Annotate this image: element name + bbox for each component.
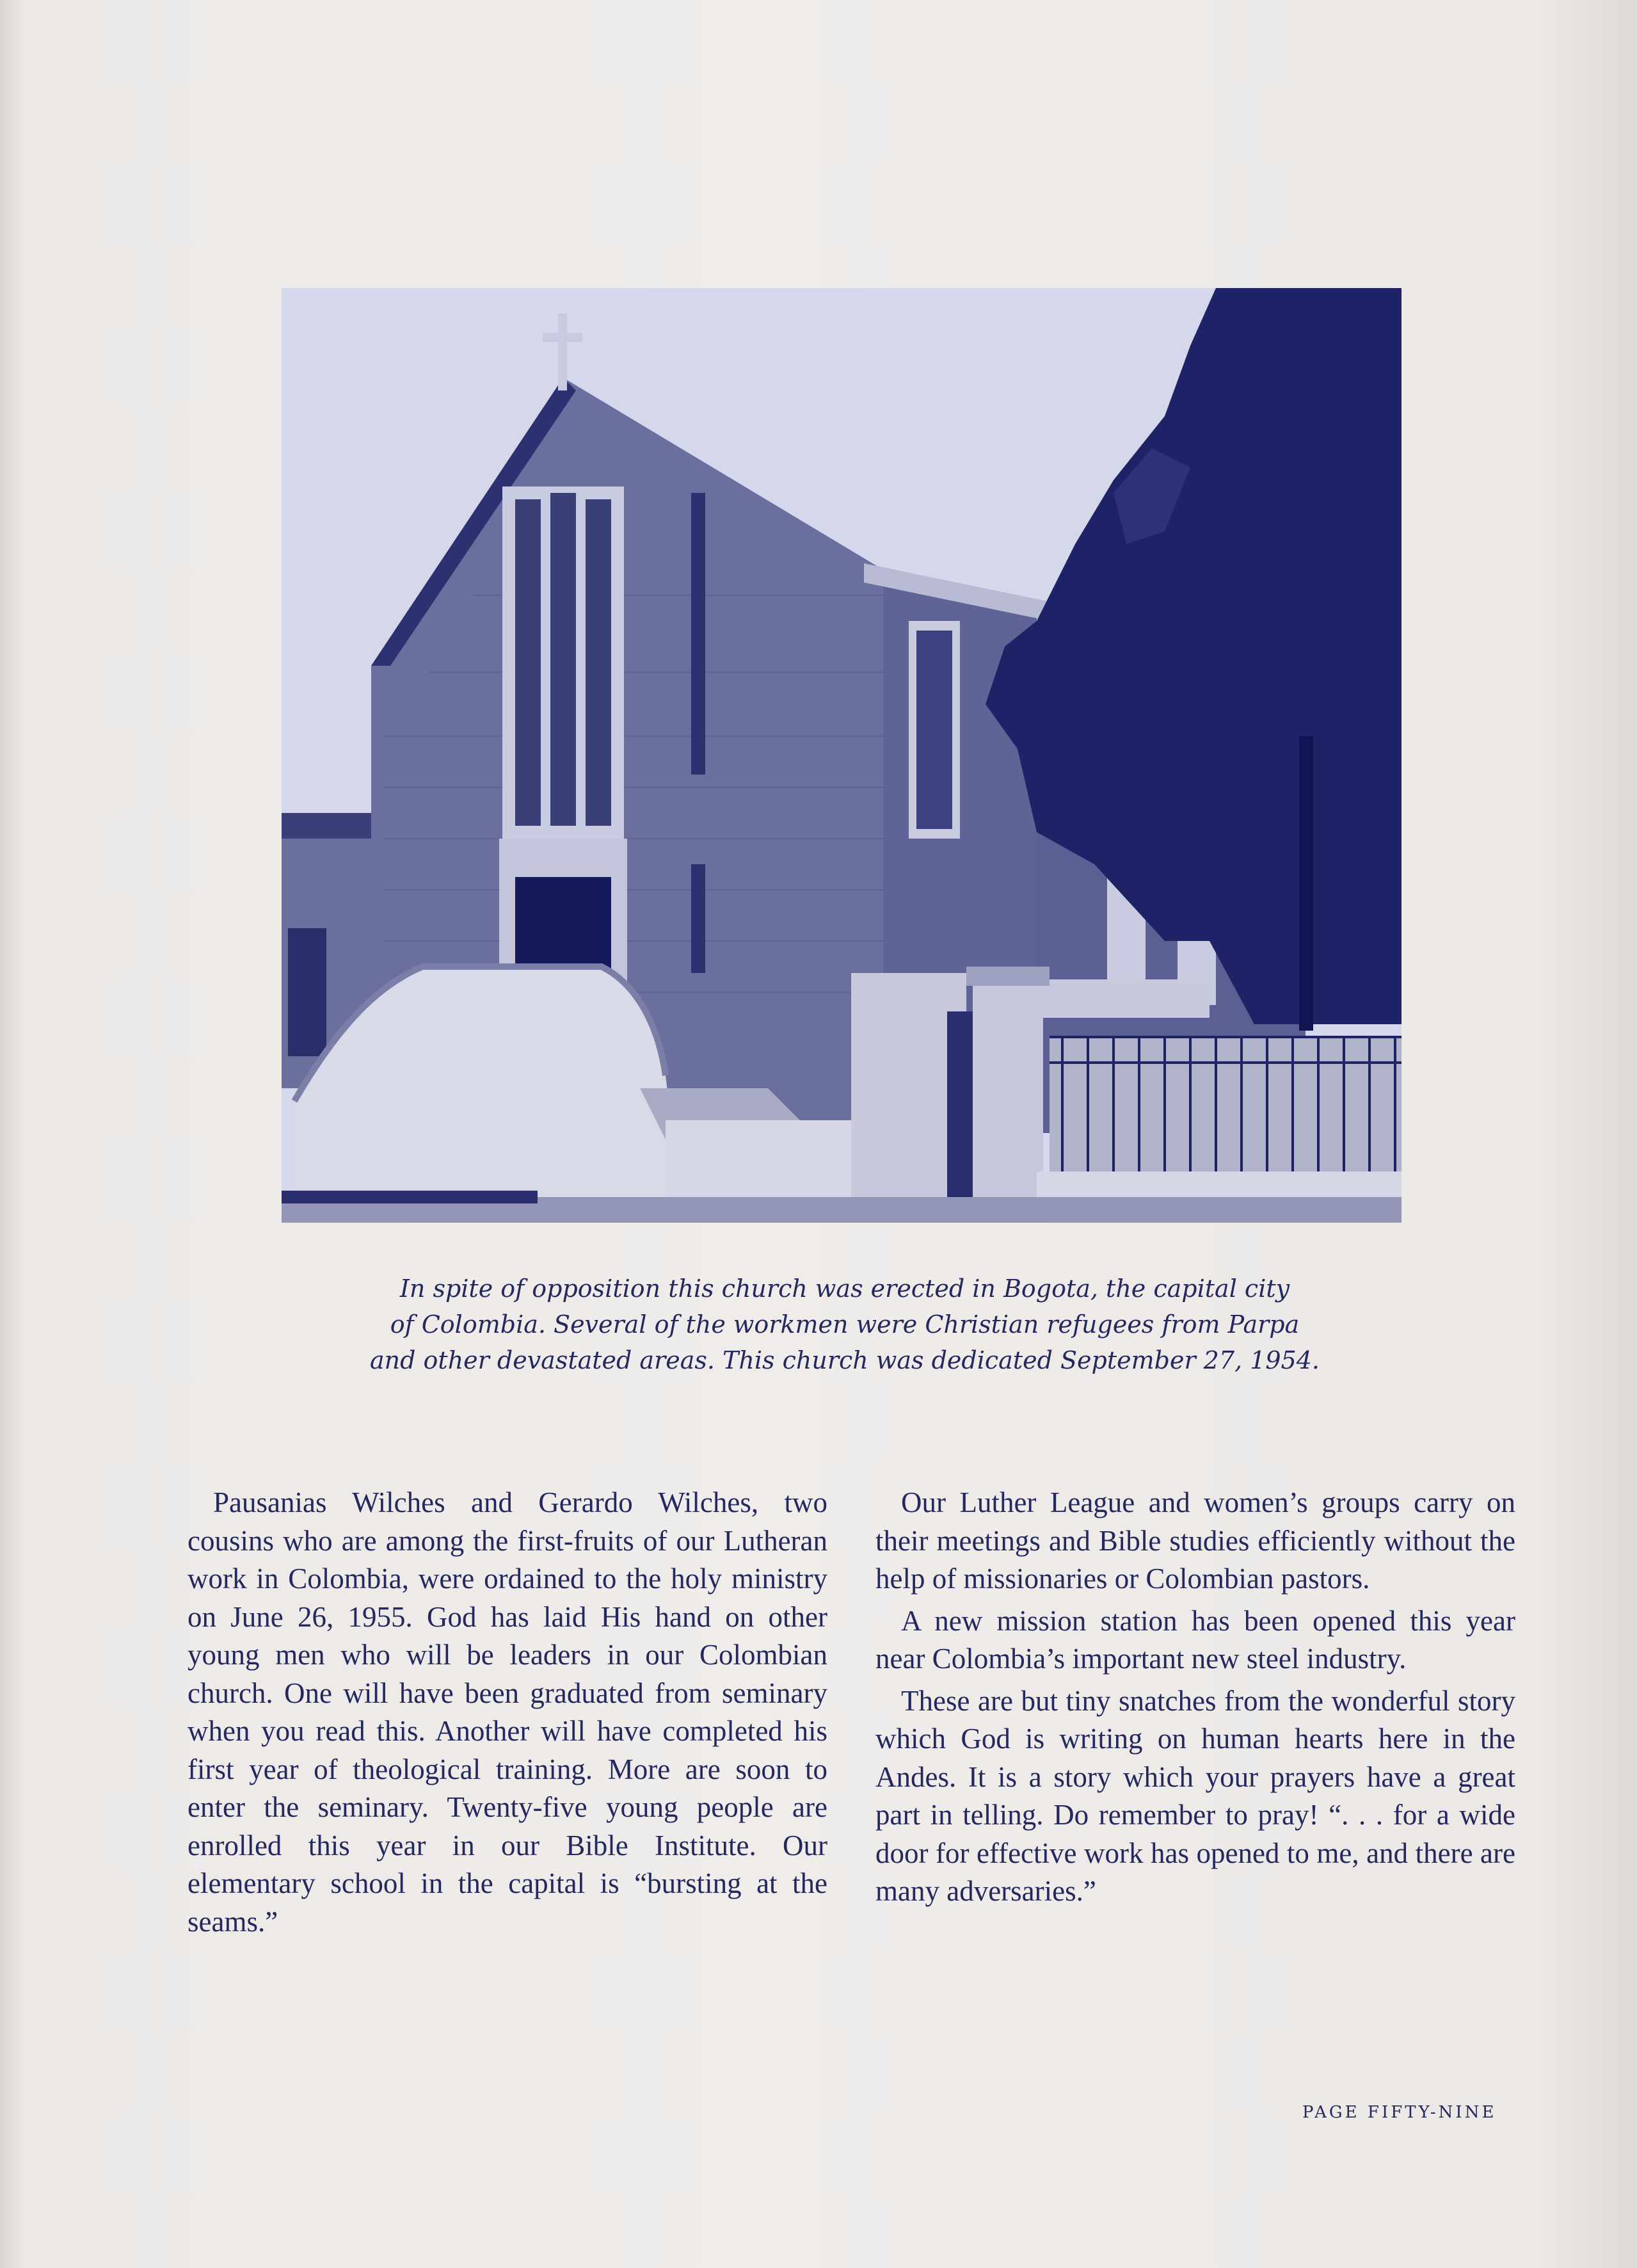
right-column [875,1484,1515,1911]
page-number: PAGE FIFTY-NINE [1302,2103,1497,2122]
paragraph: A new mission station has been opened this year near Colombia’s important new steel industry. [875,1604,1515,1675]
photo-caption [358,1271,1331,1378]
church-illustration [282,288,1401,1223]
caption-line: and other devastated areas. This church was dedicated September 27, 1954. [370,1346,1320,1374]
left-column [188,1484,827,1941]
paragraph: Our Luther League and women’s groups carry on their meetings and Bible studies efficiently without the help of missionaries or Colombian pastors. [875,1486,1515,1595]
church-photo [282,288,1401,1223]
caption-line: of Colombia. Several of the workmen were Christian refugees from Parpa [390,1310,1300,1339]
paragraph: Pausanias Wilches and Gerardo Wilches, two cousins who are among the first-fruits of our Lutheran work in Colombia, were ordained to the holy ministry on June 26, 1955. God has laid His hand on other young men who will be leaders in our Colombian church. One will have been graduated from seminary when you read this. Another will have completed his first year of theological training. More are soon to enter the seminary. Twenty-five young people are enrolled this year in our Bible Institute. Our elementary school in the capital is “bursting at the seams.” [188,1486,827,1938]
caption-line: In spite of opposition this church was erected in Bogota, the capital city [399,1275,1290,1303]
bleed-through-text [1139,160,1625,288]
paragraph: These are but tiny snatches from the wonderful story which God is writing on human hearts here in the Andes. It is a story which your prayers have a great part in telling. Do remember to pray! “. . . for a wide door for effective work has opened to me, and there are many adversaries.” [875,1684,1515,1907]
